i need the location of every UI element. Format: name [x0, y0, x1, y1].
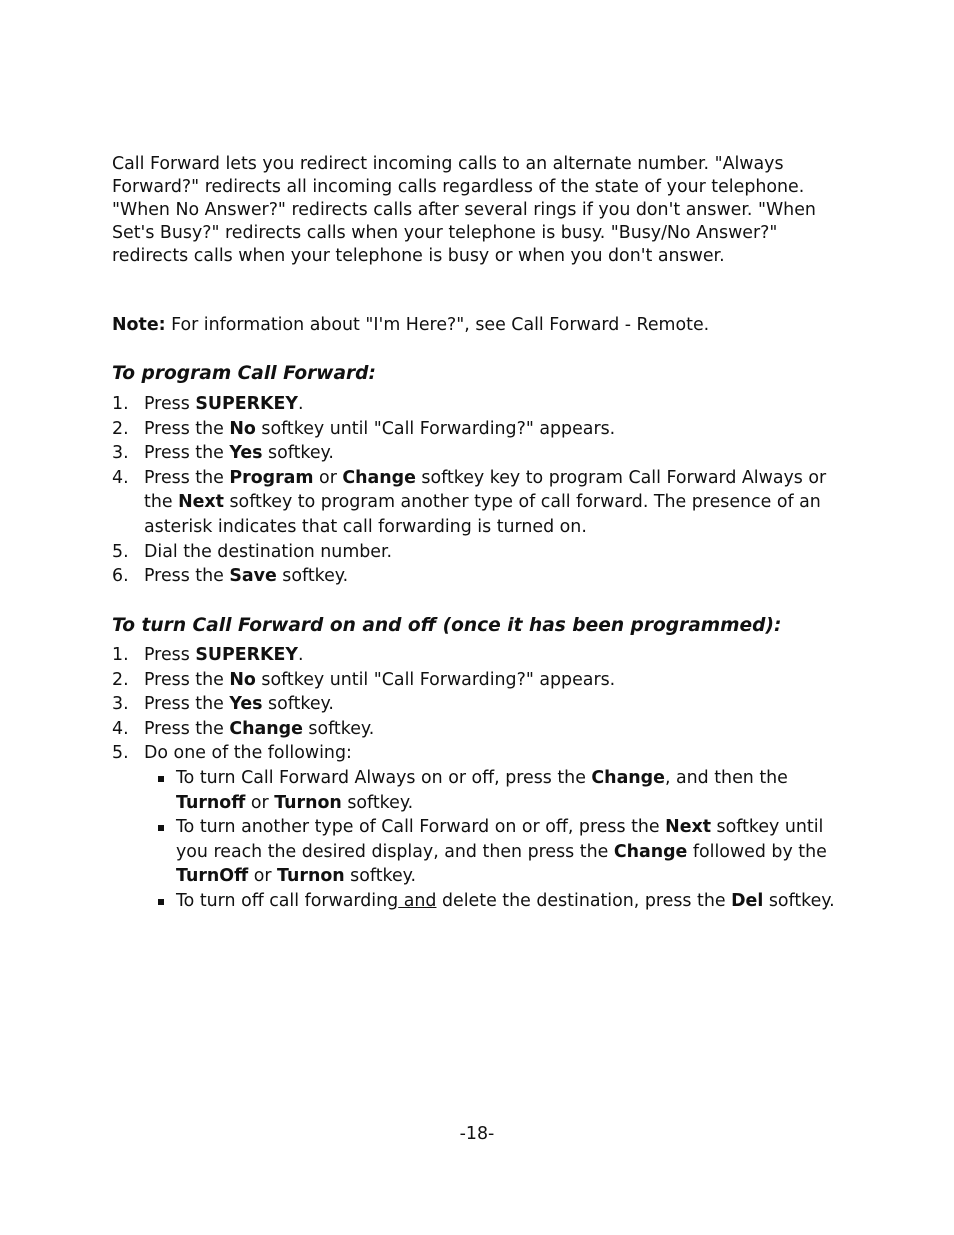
step-text: softkey. [262, 443, 334, 464]
note-label: Note: [112, 315, 166, 335]
step-number: 4. [112, 718, 129, 739]
step-number: 5. [112, 541, 129, 562]
step-key-label: Next [178, 492, 224, 513]
step-text: . [297, 394, 304, 414]
step-text: Press the [144, 467, 230, 488]
step-number: 2. [112, 669, 129, 690]
sub-item-text: or [245, 792, 275, 813]
list-item [112, 692, 852, 717]
sub-item-text: softkey. [341, 792, 414, 813]
step-key-label: Change [229, 718, 303, 739]
step-key-label: Change [342, 467, 416, 488]
sub-item-key-label: TurnOff [176, 866, 249, 887]
sub-item-text: To turn Call Forward Always on or off, press the [176, 767, 592, 788]
step-key-label: Yes [229, 694, 263, 715]
step-key-label: No [229, 418, 256, 439]
step-text: softkey until "Call Forwarding?" appears. [255, 669, 616, 690]
step-text: Press the [144, 669, 230, 690]
sub-item-key-label: Change [613, 841, 688, 862]
step-key-label: No [229, 669, 256, 690]
list-item [112, 564, 852, 589]
intro-paragraph: Call Forward lets you redirect incoming calls to an alternate number. "Always Forward?" redirects all incoming calls regardless of the state of your telephone. "When No Answer?" redirects calls after several rings if you don't answer. "When Set's Busy?" redirects calls when your telephone is busy. "Busy/No Answer?" redirects calls when your telephone is busy or when you don't answer. [112, 154, 816, 266]
step-number: 6. [112, 566, 129, 587]
sub-item-key-label: Change [591, 767, 665, 788]
sub-item-key-label: Turnoff [176, 792, 246, 813]
square-bullet-icon [158, 776, 164, 782]
sub-item-text: softkey. [344, 866, 417, 887]
step-text: Press [144, 645, 196, 665]
step-text: . [297, 645, 304, 665]
step-key-label: SUPERKEY [195, 394, 298, 414]
step-text: softkey to program another type of call forward. The presence of an asterisk indicates that call forwarding is turned on. [144, 492, 821, 537]
step-number: 4. [112, 467, 129, 488]
program-steps-list [112, 392, 852, 589]
sub-item-text: , and then the [664, 767, 788, 788]
step-number: 5. [112, 743, 129, 764]
step-number: 2. [112, 418, 129, 439]
note-text: For information about "I'm Here?", see Call Forward - Remote. [165, 315, 710, 335]
step-text: Press [144, 394, 196, 414]
sub-item-text: or [248, 866, 278, 887]
toggle-steps-list [112, 643, 852, 914]
step-text: Press the [144, 566, 230, 587]
list-item [112, 417, 852, 442]
step-key-label: Program [229, 467, 314, 488]
step-text: Press the [144, 718, 230, 739]
step-text: softkey. [262, 694, 334, 715]
list-item [112, 717, 852, 742]
step-text: Press the [144, 694, 230, 715]
step-number: 3. [112, 443, 129, 464]
list-item [112, 441, 852, 466]
sub-item-text: delete the destination, press the [436, 890, 732, 911]
list-item [112, 643, 852, 668]
step-key-label: Save [229, 566, 277, 587]
note-paragraph [112, 314, 852, 337]
sub-item-key-label: Del [731, 890, 764, 911]
square-bullet-icon [158, 825, 164, 831]
underlined-emphasis: and [398, 890, 437, 911]
sub-item-key-label: Next [665, 817, 712, 838]
sub-item-text: softkey. [763, 890, 835, 911]
list-item [112, 741, 852, 913]
step-text: Press the [144, 443, 230, 464]
sub-options-list [144, 766, 852, 914]
step-text: or [313, 467, 343, 488]
step-number: 1. [112, 394, 129, 414]
step-text: Dial the destination number. [144, 541, 393, 562]
sub-list-item [144, 889, 852, 914]
sub-item-key-label: Turnon [274, 792, 342, 813]
sub-item-text: To turn off call forwarding [176, 890, 399, 911]
step-text: softkey. [302, 718, 375, 739]
step-text: Do one of the following: [144, 743, 352, 764]
square-bullet-icon [158, 899, 164, 905]
program-heading: To program Call Forward: [112, 363, 376, 384]
list-item [112, 392, 852, 417]
list-item [112, 466, 852, 540]
step-text: softkey key to program Call Forward Always or the [144, 467, 827, 513]
step-key-label: SUPERKEY [195, 645, 298, 665]
step-text: softkey. [276, 566, 349, 587]
step-text: Press the [144, 418, 230, 439]
page-number: -18- [459, 1124, 495, 1144]
sub-item-text: softkey until you reach the desired display, and then press the [176, 817, 824, 862]
sub-item-text: To turn another type of Call Forward on or off, press the [176, 817, 666, 838]
step-number: 3. [112, 694, 129, 715]
toggle-heading: To turn Call Forward on and off (once it has been programmed): [112, 615, 782, 636]
step-text: softkey until "Call Forwarding?" appears. [255, 418, 616, 439]
list-item [112, 540, 852, 565]
list-item [112, 668, 852, 693]
step-number: 1. [112, 645, 129, 665]
sub-list-item [144, 815, 852, 889]
sub-list-item [144, 766, 852, 815]
step-key-label: Yes [229, 443, 263, 464]
sub-item-key-label: Turnon [277, 866, 345, 887]
sub-item-text: followed by the [687, 841, 827, 862]
